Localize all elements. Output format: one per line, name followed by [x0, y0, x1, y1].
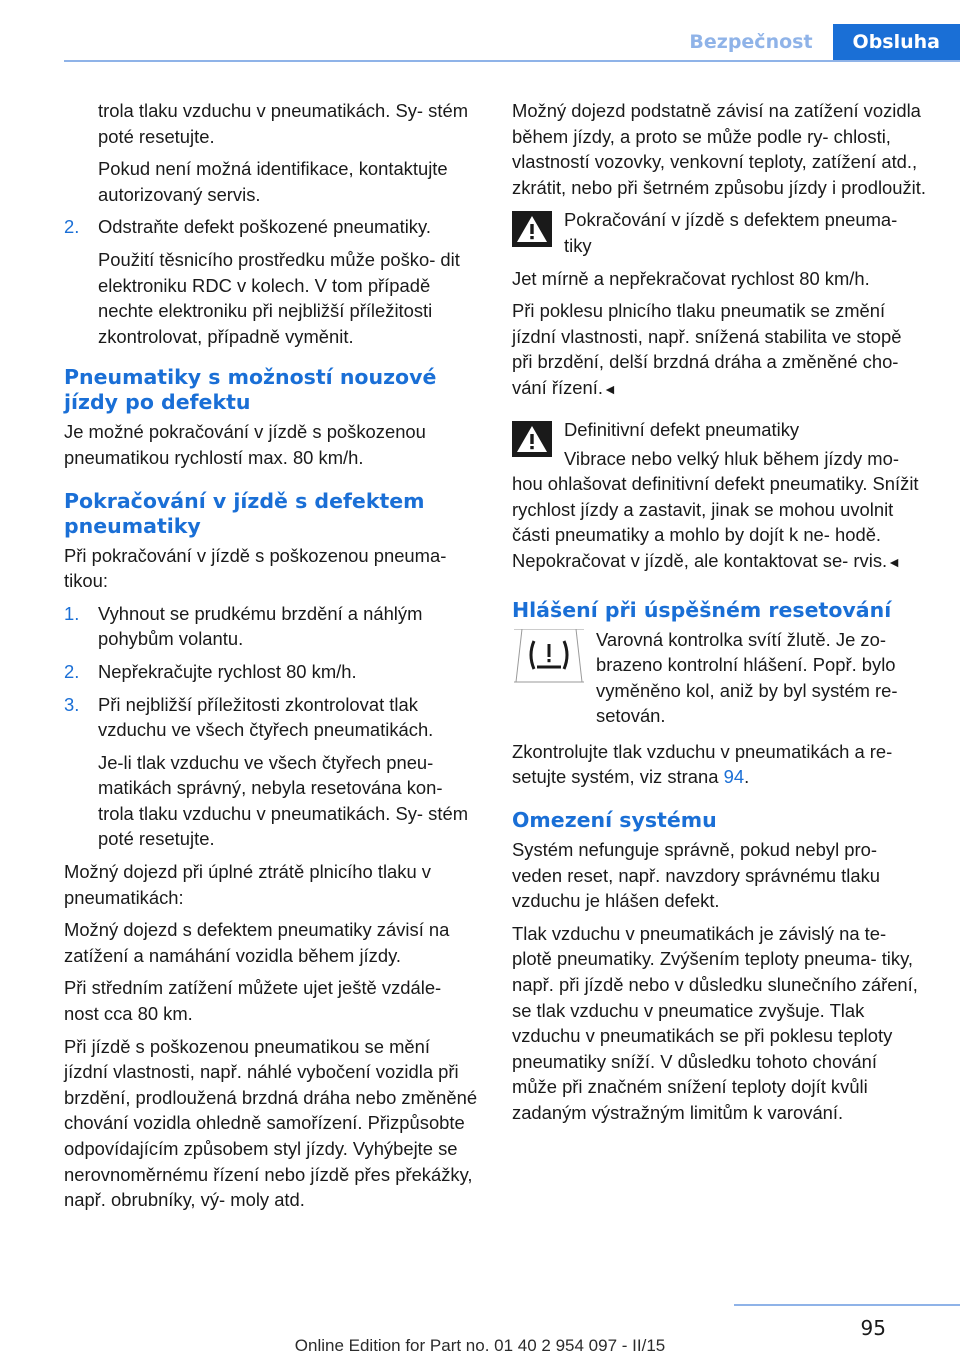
- list-number: 3.: [64, 693, 80, 715]
- end-mark: ◄: [887, 553, 901, 570]
- tire-pressure-warning-icon: [512, 629, 586, 683]
- paragraph: Jet mírně a nepřekračovat rychlost 80 km/h.: [512, 267, 870, 289]
- period: .: [744, 766, 750, 788]
- footer-rule: [734, 1304, 960, 1306]
- paragraph: Použití těsnicího prostředku může poško‐ dit elektroniku RDC v kolech. V tom případě nechte elektroniku při nejbližší příležitosti zkontrolovat, případně vyměnit.: [98, 248, 460, 347]
- section-tabs: [669, 24, 960, 60]
- section-heading: Omezení systému: [512, 808, 717, 833]
- warning-text: Vibrace nebo velký hluk během jízdy mo‐ hou ohlašovat definitivní defekt pneumatiky. Snížit rychlost jízdy a zastavit, jinak se mohou uvolnit části pneumatiky a mohlo by dojít k ne‐ hodě. Nepokračovat v jízdě, ale kontaktovat se‐ rvis.: [512, 447, 919, 571]
- footer-edition: Online Edition for Part no. 01 40 2 954 097 - II/15: [294, 1336, 666, 1355]
- list-item-text: Při nejbližší příležitosti zkontrolovat tlak vzduchu ve všech čtyřech pneumatikách.: [98, 693, 434, 741]
- warning-box: [512, 207, 926, 258]
- warning-box: [512, 417, 926, 461]
- paragraph: Při pokračování v jízdě s poškozenou pneuma‐ tikou:: [64, 544, 447, 592]
- list-item-text: Odstraňte defekt poškozené pneumatiky.: [98, 216, 431, 238]
- list-item: [64, 214, 478, 240]
- paragraph: [512, 298, 926, 402]
- page-reference-link[interactable]: 94: [723, 766, 745, 788]
- paragraph: Možný dojezd při úplné ztrátě plnicího tlaku v pneumatikách:: [64, 861, 431, 908]
- warning-title: Pokračování v jízdě s defektem pneuma‐ tiky: [564, 209, 898, 256]
- left-column: [64, 98, 478, 1220]
- warning-triangle-icon: [512, 421, 552, 457]
- warning-triangle-icon: [512, 211, 552, 247]
- paragraph: Možný dojezd podstatně závisí na zatížení vozidla během jízdy, a proto se může podle ry‐ chlosti, vlastností vozovky, venkovní teploty, zatížení atd., zkrátit, nebo při šetrném způsobu jízdy i prodloužit.: [512, 100, 926, 198]
- warning-title: Definitivní defekt pneumatiky: [564, 418, 800, 440]
- paragraph: Pokud není možná identifikace, kontaktujte autorizovaný servis.: [98, 158, 448, 205]
- section-heading: Pneumatiky s možností nouzové jízdy po defektu: [64, 365, 437, 415]
- paragraph: Systém nefunguje správně, pokud nebyl pro‐ veden reset, např. navzdory správnému tlaku vzduchu je hlášen defekt.: [512, 839, 881, 912]
- page-number: 95: [860, 1316, 886, 1340]
- warning-text: Při poklesu plnicího tlaku pneumatik se změní jízdní vlastnosti, např. snížená stabilita ve stopě při brzdění, delší brzdná dráha a změněné cho‐ vání řízení.: [512, 300, 902, 398]
- list-item: [64, 692, 478, 743]
- paragraph: trola tlaku vzduchu v pneumatikách. Sy‐ stém poté resetujte.: [98, 100, 469, 147]
- indicator-text: Varovná kontrolka svítí žlutě. Je zo‐ brazeno kontrolní hlášení. Popř. bylo vyměněno kol, aniž by byl systém re‐ setován.: [596, 628, 898, 727]
- list-number: 2.: [64, 216, 80, 238]
- list-item: [64, 601, 478, 652]
- paragraph: Při středním zatížení můžete ujet ještě vzdále‐ nost cca 80 km.: [64, 977, 442, 1025]
- paragraph: Možný dojezd s defektem pneumatiky závisí na zatížení a namáhání vozidla během jízdy.: [64, 919, 450, 966]
- list-item: [64, 659, 478, 685]
- paragraph: Při jízdě s poškozenou pneumatikou se mění jízdní vlastnosti, např. náhlé vybočení vozidla při brzdění, prodloužená brzdná dráha nebo změněné chování vozidla ohledně samořízení. Přizpůsobte odpovídajícím způsobem styl jízdy. Vyhýbejte se nerovnoměrnému řízení nebo jízdě přes překážky, např. obrubníky, vý‐ moly atd.: [64, 1035, 478, 1211]
- tab-obsluha[interactable]: Obsluha: [833, 24, 960, 60]
- header-rule: [64, 60, 960, 62]
- right-column: [512, 98, 926, 1133]
- paragraph: [512, 739, 926, 790]
- paragraph: [512, 446, 926, 576]
- paragraph: Je možné pokračování v jízdě s poškozenou pneumatikou rychlostí max. 80 km/h.: [64, 421, 426, 468]
- tab-bezpecnost[interactable]: Bezpečnost: [689, 31, 813, 53]
- list-number: 1.: [64, 602, 80, 624]
- paragraph: Tlak vzduchu v pneumatikách je závislý na te‐ plotě pneumatiky. Zvýšením teploty pneuma‐ tiky, např. při jízdě nebo v důsledku slunečního záření, se tlak vzduchu v pneumatice zvyšuje. Tlak vzduchu v pneumatikách se při poklesu teploty pneumatiky sníží. V důsledku tohoto chování může při značném snížení teploty dojít kvůli zadaným výstražným limitům k varování.: [512, 922, 918, 1123]
- check-text: Zkontrolujte tlak vzduchu v pneumatikách a re‐ setujte systém, viz strana: [512, 740, 893, 788]
- section-heading: Hlášení při úspěšném resetování: [512, 597, 892, 622]
- section-heading: Pokračování v jízdě s defektem pneumatiky: [64, 488, 425, 538]
- list-item-text: Nepřekračujte rychlost 80 km/h.: [98, 660, 357, 682]
- list-item-text: Vyhnout se prudkému brzdění a náhlým pohybům volantu.: [98, 602, 423, 650]
- indicator-box: [512, 627, 926, 729]
- end-mark: ◄: [602, 380, 617, 397]
- paragraph: Je-li tlak vzduchu ve všech čtyřech pneu‐ matikách správný, nebyla resetována kon‐ trola tlaku vzduchu v pneumatikách. Sy‐ stém poté resetujte.: [98, 751, 469, 850]
- list-number: 2.: [64, 660, 80, 682]
